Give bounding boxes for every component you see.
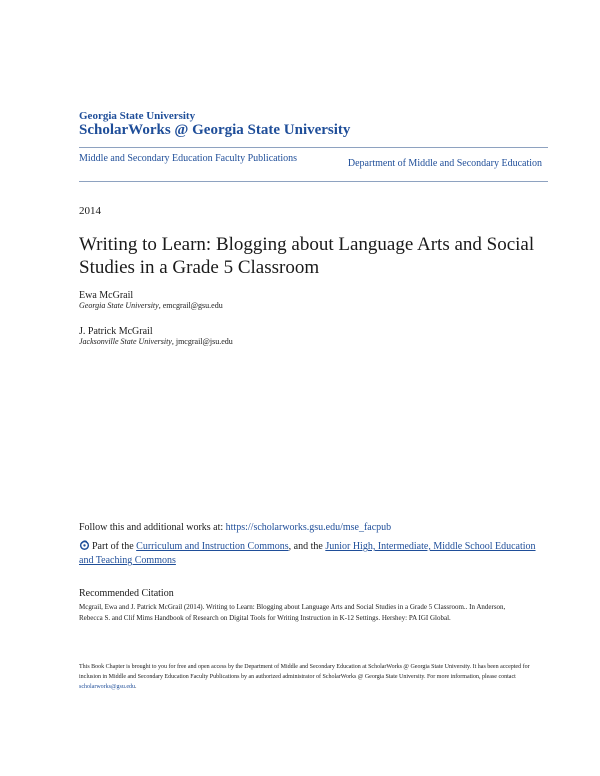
affiliation-text: Jacksonville State University [79, 337, 172, 346]
publication-year: 2014 [79, 205, 101, 217]
author-affiliation: Jacksonville State University, jmcgrail@jsu.edu [79, 337, 233, 346]
author-affiliation: Georgia State University, emcgrail@gsu.edu [79, 301, 223, 310]
document-title: Writing to Learn: Blogging about Language Arts and Social Studies in a Grade 5 Classroom [79, 234, 535, 278]
repository-name[interactable]: ScholarWorks @ Georgia State University [79, 122, 351, 138]
footer-end: . [135, 684, 137, 690]
affiliation-text: Georgia State University [79, 301, 159, 310]
curriculum-commons-link[interactable]: Curriculum and Instruction Commons [136, 541, 289, 552]
contact-email-link[interactable]: scholarworks@gsu.edu [79, 684, 136, 690]
author-name: J. Patrick McGrail [79, 326, 153, 337]
follow-line [79, 522, 539, 533]
follow-label: Follow this and additional works at: [79, 522, 224, 533]
institution-name[interactable]: Georgia State University [79, 110, 196, 122]
footer-text: This Book Chapter is brought to you for free and open access by the Department of Middle and Secondary Education at ScholarWorks @ Georgia State University. It has been accepted for inclusion in Middle and Secondary Education Faculty Publications by an authorized administrator of ScholarWorks @ Georgia State University. For more information, please contact [79, 664, 530, 680]
junior-high-commons-link[interactable]: Junior High, Intermediate, Middle School Education and Teaching Commons [79, 541, 536, 566]
author-block [79, 326, 233, 346]
recommended-citation-heading: Recommended Citation [79, 588, 174, 599]
department-link[interactable]: Department of Middle and Secondary Education [347, 158, 542, 169]
repository-url-link[interactable]: https://scholarworks.gsu.edu/mse_facpub [225, 522, 392, 533]
recommended-citation-text: Mcgrail, Ewa and J. Patrick McGrail (2014). Writing to Learn: Blogging about Language Arts and Social Studies in a Grade 5 Classroom.. In Anderson, Rebecca S. and Clif Mims Handbook of Research on Digital Tools for Writing Instruction in K-12 Settings. Hershey: PA IGI Global. [79, 603, 506, 622]
part-of-conjunction: , and the [288, 541, 323, 552]
author-email[interactable]: jmcgrail@jsu.edu [175, 337, 233, 346]
collection-link[interactable]: Middle and Secondary Education Faculty Publications [79, 153, 298, 164]
collection-nav [79, 147, 548, 182]
author-email[interactable]: emcgrail@gsu.edu [162, 301, 223, 310]
footer-notice [79, 662, 539, 692]
part-of-line [79, 539, 539, 568]
author-block [79, 290, 223, 310]
part-of-prefix: Part of the [92, 541, 134, 552]
open-access-icon [79, 539, 90, 550]
author-name: Ewa McGrail [79, 290, 134, 301]
